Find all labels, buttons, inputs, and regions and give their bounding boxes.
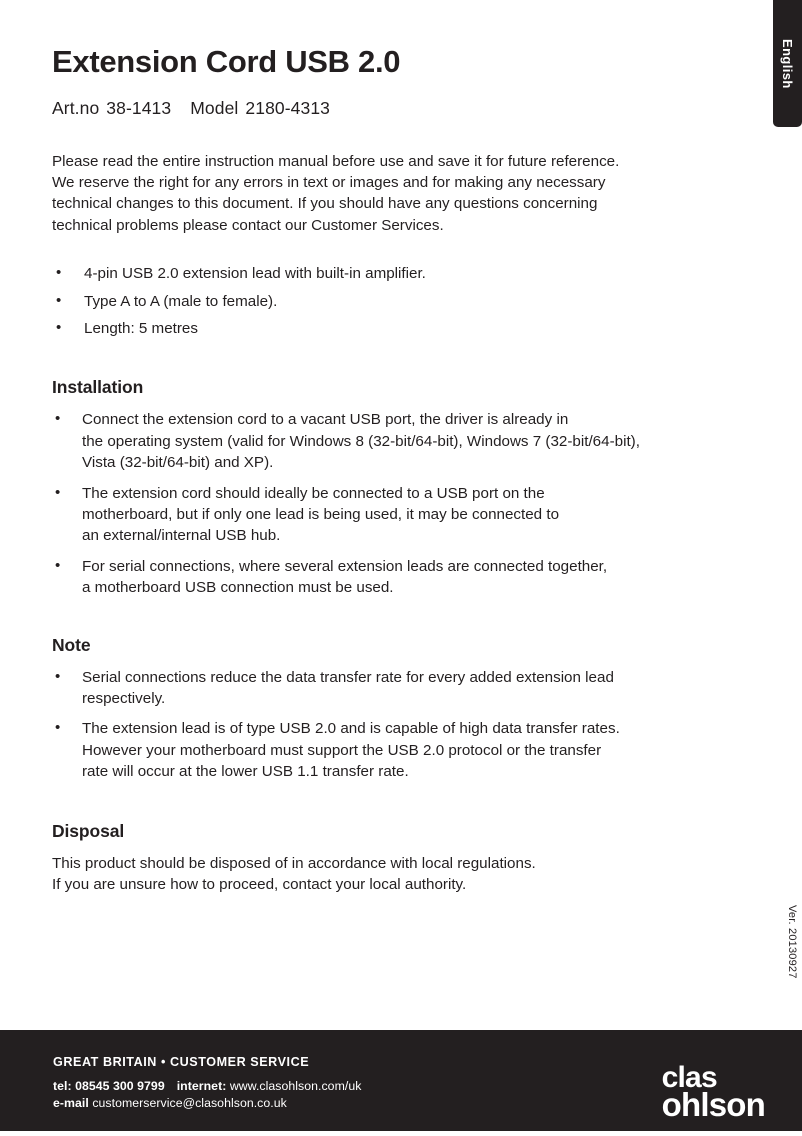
installation-text-line: a motherboard USB connection must be used. <box>82 579 394 597</box>
artno-label: Art.no <box>52 97 100 118</box>
list-item <box>52 718 752 782</box>
section-heading-disposal: Disposal <box>52 820 125 841</box>
intro-line-2: We reserve the right for any errors in text or images and for making any necessary <box>52 173 606 191</box>
list-item <box>52 667 752 710</box>
logo-line-2: ohlson <box>661 1086 765 1123</box>
article-model-line <box>52 98 752 119</box>
footer-email-line <box>53 1095 361 1112</box>
footer-email-value[interactable]: customerservice@clasohlson.co.uk <box>92 1095 287 1110</box>
section-disposal <box>52 821 752 896</box>
feature-text: • 4-pin USB 2.0 extension lead with built-in amplifier. <box>84 265 426 283</box>
list-item <box>52 263 752 284</box>
section-heading-installation: Installation <box>52 377 144 398</box>
installation-text-line: the operating system (valid for Windows 8 (32-bit/64-bit), Windows 7 (32-bit/64-bit), <box>82 432 640 450</box>
feature-text: • Type A to A (male to female). <box>84 292 278 310</box>
language-tab <box>773 0 802 127</box>
footer-tel: tel: 08545 300 9799 <box>53 1079 165 1093</box>
document-content <box>52 46 752 895</box>
installation-text-line: motherboard, but if only one lead is being used, it may be connected to <box>82 506 560 524</box>
intro-line-3: technical changes to this document. If you should have any questions concerning <box>52 195 598 213</box>
footer-contact-block <box>53 1055 361 1111</box>
section-installation <box>52 377 752 598</box>
section-note <box>52 635 752 783</box>
list-item <box>52 409 752 473</box>
installation-text-line: • Connect the extension cord to a vacant USB port, the driver is already in <box>82 411 569 429</box>
list-item <box>52 556 752 599</box>
note-text-line: • The extension lead is of type USB 2.0 and is capable of high data transfer rates. <box>82 720 620 738</box>
intro-line-1: Please read the entire instruction manual before use and save it for future reference. <box>52 152 620 170</box>
note-text-line: respectively. <box>82 690 166 708</box>
intro-line-4: technical problems please contact our Customer Services. <box>52 216 444 234</box>
page-title: Extension Cord USB 2.0 <box>52 44 401 79</box>
note-text-line: • Serial connections reduce the data transfer rate for every added extension lead <box>82 668 614 686</box>
model-label: Model <box>190 97 239 118</box>
list-item <box>52 483 752 547</box>
disposal-line-1: This product should be disposed of in accordance with local regulations. <box>52 854 536 872</box>
intro-paragraph <box>52 151 752 237</box>
footer-email-label: e-mail <box>53 1095 89 1110</box>
installation-text-line: Vista (32-bit/64-bit) and XP). <box>82 454 274 472</box>
feature-text: • Length: 5 metres <box>84 319 198 337</box>
disposal-line-2: If you are unsure how to proceed, contact your local authority. <box>52 876 467 894</box>
logo-line-1: clas <box>661 1061 717 1094</box>
language-tab-label: English <box>780 38 795 89</box>
installation-text-line: • The extension cord should ideally be connected to a USB port on the <box>82 484 545 502</box>
version-text: Ver. 20130927 <box>786 905 798 979</box>
list-item <box>52 291 752 312</box>
model-value: 2180-4313 <box>245 97 330 118</box>
artno-value: 38-1413 <box>106 97 172 118</box>
footer-bottom-strip <box>0 1131 802 1136</box>
footer-internet-label: internet: <box>176 1079 227 1093</box>
disposal-paragraph <box>52 853 752 896</box>
note-list <box>52 667 752 783</box>
clas-ohlson-logo <box>661 1061 765 1123</box>
note-text-line: However your motherboard must support the USB 2.0 protocol or the transfer <box>82 741 602 759</box>
footer-internet-value[interactable]: www.clasohlson.com/uk <box>229 1079 362 1093</box>
installation-list <box>52 409 752 598</box>
installation-text-line: • For serial connections, where several extension leads are connected together, <box>82 557 608 575</box>
feature-list <box>52 263 752 339</box>
note-text-line: rate will occur at the lower USB 1.1 transfer rate. <box>82 763 409 781</box>
footer-heading: GREAT BRITAIN • CUSTOMER SERVICE <box>53 1055 310 1069</box>
section-heading-note: Note <box>52 634 91 655</box>
list-item <box>52 318 752 339</box>
footer-bar <box>0 1030 802 1131</box>
footer-tel-line <box>53 1078 361 1095</box>
installation-text-line: an external/internal USB hub. <box>82 527 281 545</box>
